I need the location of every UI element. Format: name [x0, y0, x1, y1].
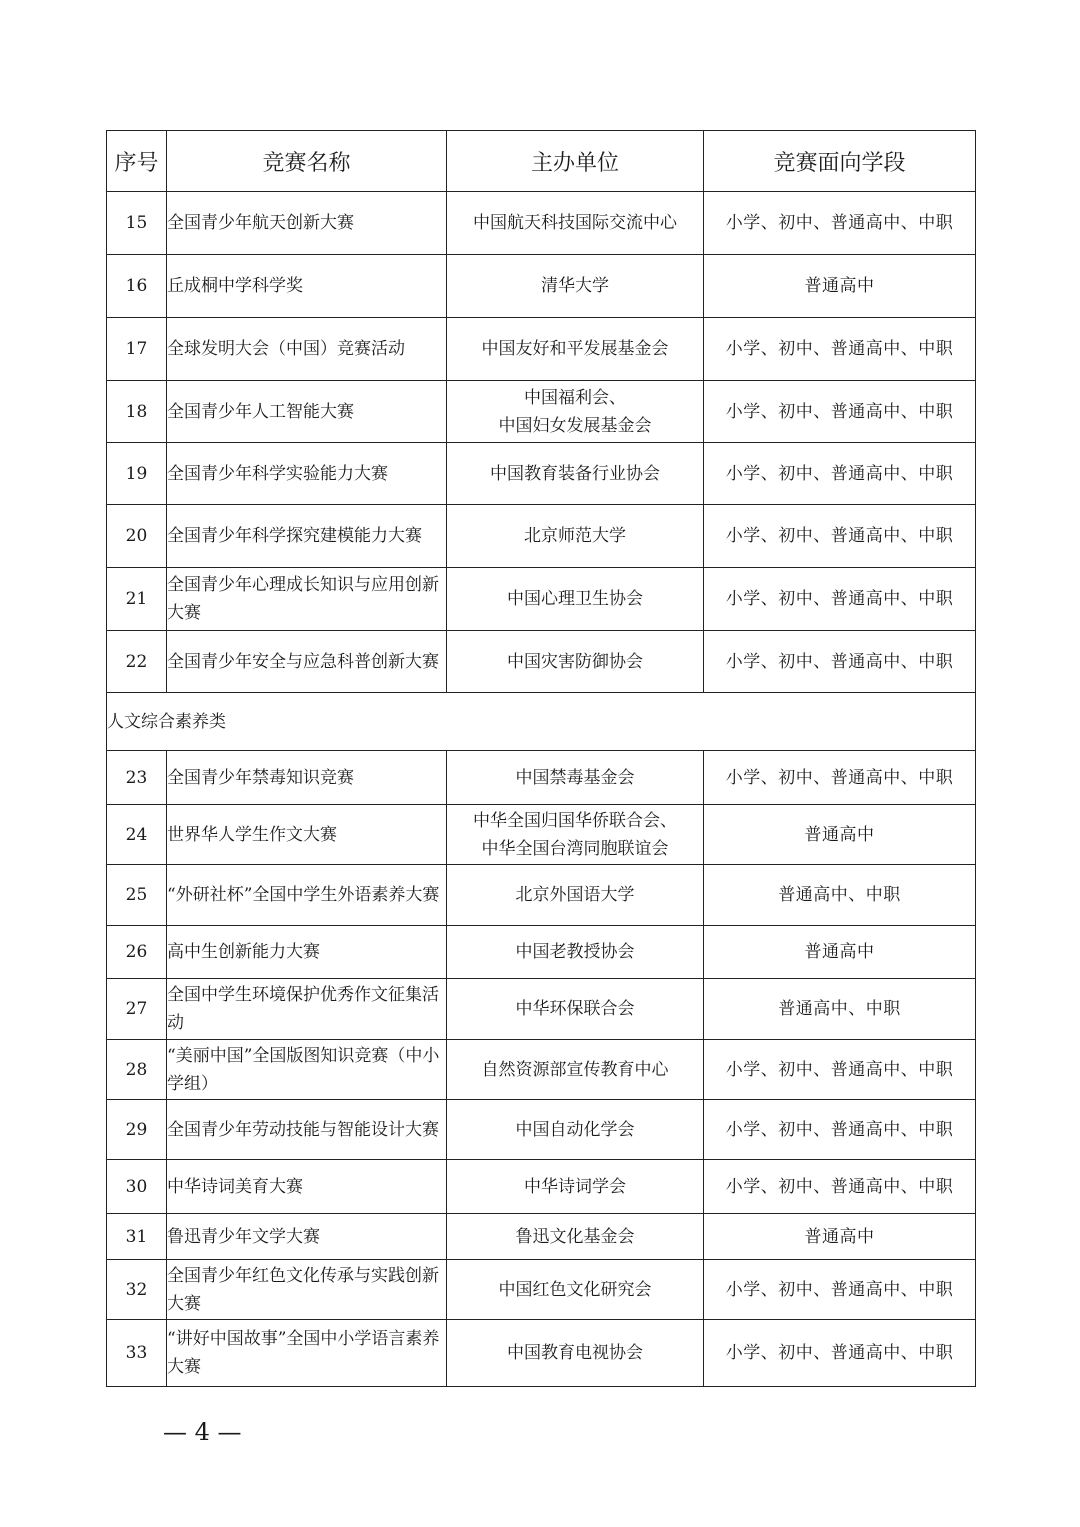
- table-row: [107, 505, 976, 568]
- organizer: 北京师范大学: [447, 505, 704, 568]
- page-number: — 4 —: [163, 1418, 242, 1446]
- row-number: 31: [107, 1214, 167, 1260]
- competition-name: 全球发明大会（中国）竞赛活动: [167, 318, 447, 381]
- competition-name: 全国青少年红色文化传承与实践创新大赛: [167, 1260, 447, 1320]
- organizer: 中国教育电视协会: [447, 1320, 704, 1387]
- school-level: 小学、初中、普通高中、中职: [704, 505, 976, 568]
- table-row: [107, 1214, 976, 1260]
- table-row: [107, 192, 976, 255]
- row-number: 21: [107, 568, 167, 631]
- competition-name: 全国青少年航天创新大赛: [167, 192, 447, 255]
- school-level: 小学、初中、普通高中、中职: [704, 318, 976, 381]
- row-number: 20: [107, 505, 167, 568]
- header-org: 主办单位: [447, 131, 704, 192]
- competition-name: “外研社杯”全国中学生外语素养大赛: [167, 865, 447, 926]
- competition-name: 丘成桐中学科学奖: [167, 255, 447, 318]
- table-row: [107, 631, 976, 693]
- row-number: 22: [107, 631, 167, 693]
- competition-name: 全国青少年科学实验能力大赛: [167, 443, 447, 505]
- competition-name: 高中生创新能力大赛: [167, 926, 447, 979]
- header-name: 竞赛名称: [167, 131, 447, 192]
- table-category-section: [107, 693, 976, 751]
- school-level: 小学、初中、普通高中、中职: [704, 631, 976, 693]
- organizer: 清华大学: [447, 255, 704, 318]
- competition-name: 全国青少年人工智能大赛: [167, 381, 447, 443]
- header-level: 竞赛面向学段: [704, 131, 976, 192]
- organizer: 中华全国归国华侨联合会、 中华全国台湾同胞联谊会: [447, 805, 704, 865]
- school-level: 小学、初中、普通高中、中职: [704, 381, 976, 443]
- table-row: [107, 1320, 976, 1387]
- table-row: [107, 381, 976, 443]
- table-row: [107, 1160, 976, 1214]
- table-row: [107, 979, 976, 1040]
- row-number: 29: [107, 1100, 167, 1160]
- competition-name: 全国中学生环境保护优秀作文征集活动: [167, 979, 447, 1040]
- competition-name: 全国青少年科学探究建模能力大赛: [167, 505, 447, 568]
- table-row: [107, 1260, 976, 1320]
- organizer: 中国老教授协会: [447, 926, 704, 979]
- organizer: 中国自动化学会: [447, 1100, 704, 1160]
- school-level: 普通高中、中职: [704, 979, 976, 1040]
- organizer: 中国禁毒基金会: [447, 751, 704, 805]
- school-level: 小学、初中、普通高中、中职: [704, 1260, 976, 1320]
- row-number: 27: [107, 979, 167, 1040]
- row-number: 28: [107, 1040, 167, 1100]
- school-level: 小学、初中、普通高中、中职: [704, 192, 976, 255]
- organizer: 北京外国语大学: [447, 865, 704, 926]
- table-row: [107, 751, 976, 805]
- school-level: 小学、初中、普通高中、中职: [704, 1040, 976, 1100]
- school-level: 小学、初中、普通高中、中职: [704, 1160, 976, 1214]
- row-number: 16: [107, 255, 167, 318]
- competition-name: 世界华人学生作文大赛: [167, 805, 447, 865]
- organizer: 中国灾害防御协会: [447, 631, 704, 693]
- row-number: 26: [107, 926, 167, 979]
- organizer: 中华诗词学会: [447, 1160, 704, 1214]
- table-row: [107, 1040, 976, 1100]
- organizer: 自然资源部宣传教育中心: [447, 1040, 704, 1100]
- header-no: 序号: [107, 131, 167, 192]
- competition-table: [106, 130, 976, 1387]
- table-row: [107, 805, 976, 865]
- table-row: [107, 568, 976, 631]
- school-level: 普通高中: [704, 805, 976, 865]
- row-number: 17: [107, 318, 167, 381]
- school-level: 小学、初中、普通高中、中职: [704, 751, 976, 805]
- school-level: 普通高中、中职: [704, 865, 976, 926]
- organizer: 中国福利会、 中国妇女发展基金会: [447, 381, 704, 443]
- school-level: 普通高中: [704, 1214, 976, 1260]
- competition-name: 全国青少年心理成长知识与应用创新大赛: [167, 568, 447, 631]
- table-row: [107, 443, 976, 505]
- school-level: 小学、初中、普通高中、中职: [704, 443, 976, 505]
- category-label: 人文综合素养类: [107, 693, 976, 751]
- row-number: 33: [107, 1320, 167, 1387]
- row-number: 19: [107, 443, 167, 505]
- row-number: 32: [107, 1260, 167, 1320]
- table-body-science: [107, 192, 976, 693]
- competition-name: 中华诗词美育大赛: [167, 1160, 447, 1214]
- table-header-row: [107, 131, 976, 192]
- competition-name: 鲁迅青少年文学大赛: [167, 1214, 447, 1260]
- organizer: 中国心理卫生协会: [447, 568, 704, 631]
- organizer: 中国友好和平发展基金会: [447, 318, 704, 381]
- row-number: 30: [107, 1160, 167, 1214]
- school-level: 小学、初中、普通高中、中职: [704, 1320, 976, 1387]
- table-row: [107, 926, 976, 979]
- category-row: [107, 693, 976, 751]
- school-level: 普通高中: [704, 255, 976, 318]
- row-number: 25: [107, 865, 167, 926]
- organizer: 中国航天科技国际交流中心: [447, 192, 704, 255]
- table-row: [107, 865, 976, 926]
- row-number: 24: [107, 805, 167, 865]
- competition-name: 全国青少年安全与应急科普创新大赛: [167, 631, 447, 693]
- row-number: 23: [107, 751, 167, 805]
- table-body-humanities: [107, 751, 976, 1387]
- competition-name: “讲好中国故事”全国中小学语言素养大赛: [167, 1320, 447, 1387]
- organizer: 中国红色文化研究会: [447, 1260, 704, 1320]
- school-level: 普通高中: [704, 926, 976, 979]
- organizer: 鲁迅文化基金会: [447, 1214, 704, 1260]
- school-level: 小学、初中、普通高中、中职: [704, 568, 976, 631]
- table-row: [107, 255, 976, 318]
- competition-name: 全国青少年禁毒知识竞赛: [167, 751, 447, 805]
- organizer: 中华环保联合会: [447, 979, 704, 1040]
- organizer: 中国教育装备行业协会: [447, 443, 704, 505]
- row-number: 15: [107, 192, 167, 255]
- competition-name: 全国青少年劳动技能与智能设计大赛: [167, 1100, 447, 1160]
- table-row: [107, 1100, 976, 1160]
- row-number: 18: [107, 381, 167, 443]
- table-row: [107, 318, 976, 381]
- school-level: 小学、初中、普通高中、中职: [704, 1100, 976, 1160]
- competition-name: “美丽中国”全国版图知识竞赛（中小学组）: [167, 1040, 447, 1100]
